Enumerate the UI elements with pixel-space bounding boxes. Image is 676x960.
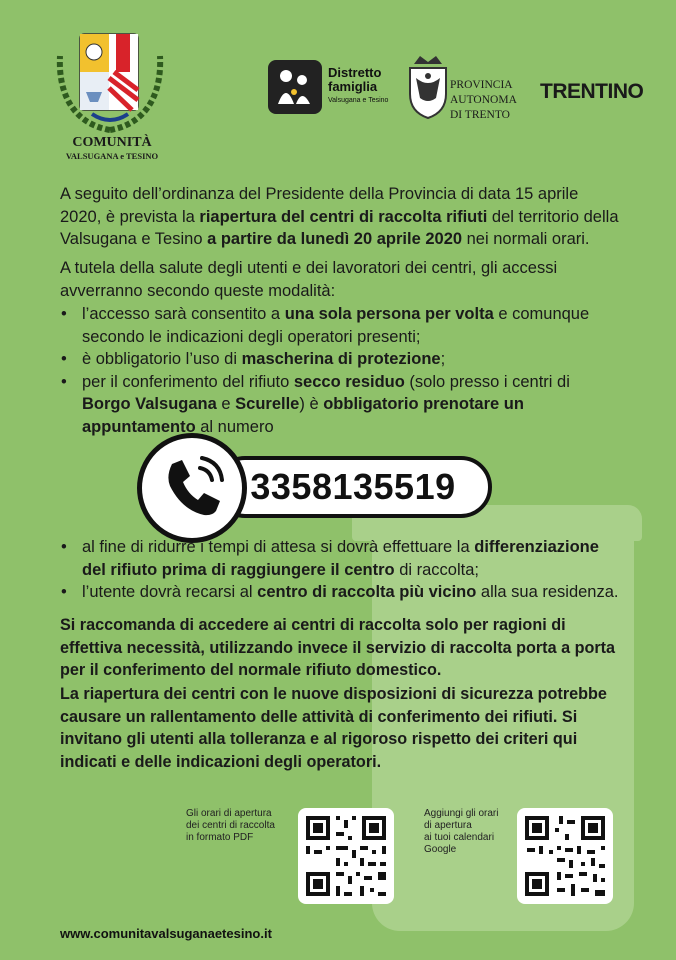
bullet-item-nearest-center: • l’utente dovrà recarsi al centro di raccolta più vicino alla sua residenza. <box>61 583 619 601</box>
trentino-logo: TRENTINO <box>540 80 644 103</box>
provincia-eagle-emblem <box>406 54 450 120</box>
distretto-famiglia-subtitle: Valsugana e Tesino <box>328 97 389 104</box>
qr-code-pdf[interactable] <box>298 808 394 904</box>
recommendation-paragraph: Si raccomanda di accedere ai centri di raccolta solo per ragioni di effettiva necessità, utilizzando invece il servizio di raccolta porta a porta per il conferimento del normale rifiuto domestico. <box>60 616 616 679</box>
bullet-item-mask: • è obbligatorio l’uso di mascherina di protezione; <box>61 350 446 368</box>
slowdown-paragraph: La riapertura dei centri con le nuove disposizioni di sicurezza potrebbe causare un rallentamento delle attività di conferimento dei rifiuti. Si invitano gli utenti alla tolleranza e al rigoroso rispetto dei criteri qui indicati e delle indicazioni degli operatori. <box>60 685 607 771</box>
community-subtitle: VALSUGANA e TESINO <box>65 151 159 161</box>
distretto-famiglia-logo <box>268 60 322 114</box>
bullet-list-bottom <box>60 536 620 604</box>
intro-paragraph: A seguito dell’ordinanza del Presidente della Provincia di data 15 aprile 2020, è prevista la riapertura del centri di raccolta rifiuti del territorio della Valsugana e Tesino a partire da lunedì 20 aprile 2020 nei normali orari. <box>60 185 619 248</box>
phone-icon <box>137 433 247 543</box>
intro-paragraph-2: A tutela della salute degli utenti e dei lavoratori dei centri, gli accessi avverranno secondo queste modalità: <box>60 259 558 300</box>
website-url[interactable]: www.comunitavalsuganaetesino.it <box>60 926 272 941</box>
provincia-name: PROVINCIA AUTONOMA DI TRENTO <box>450 79 517 121</box>
bullet-item-one-person: • l’accesso sarà consentito a una sola persona per volta e comunque secondo le indicazioni degli operatori presenti; <box>61 305 590 346</box>
bullet-item-sorting: • al fine di ridurre i tempi di attesa si dovrà effettuare la differenziazione del rifiuto prima di raggiungere il centro di raccolta; <box>61 538 599 579</box>
bullet-item-appointment: • per il conferimento del rifiuto secco residuo (solo presso i centri di Borgo Valsugana e Scurelle) è obbligatorio prenotare un appuntamento al numero <box>61 372 570 436</box>
qr-right-caption: Aggiungi gli orari di apertura ai tuoi calendari Google <box>424 808 499 855</box>
phone-number[interactable]: 3358135519 <box>250 466 456 507</box>
distretto-famiglia-title: Distretto famiglia <box>328 65 382 94</box>
bullet-list-top <box>60 303 620 438</box>
qr-code-calendar[interactable] <box>517 808 613 904</box>
community-crest-logo <box>50 26 170 136</box>
community-name: COMUNITÀ <box>72 135 152 150</box>
qr-left-caption: Gli orari di apertura dei centri di raccolta in formato PDF <box>186 808 275 843</box>
